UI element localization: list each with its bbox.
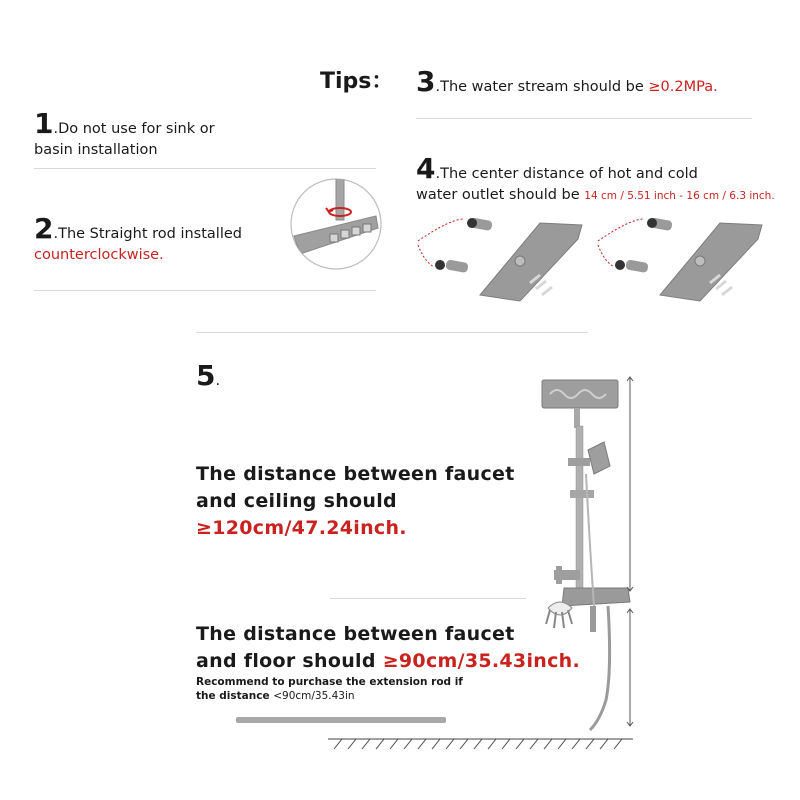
tip-2-line2: counterclockwise.: [34, 247, 164, 263]
tip-3: [416, 65, 718, 98]
tip-1-line2: basin installation: [34, 142, 158, 158]
ceiling-line2: and ceiling should: [196, 490, 397, 512]
tips-title: Tips：: [320, 69, 394, 94]
extension-note-line2-a: the distance: [196, 690, 274, 702]
divider: [34, 168, 376, 169]
floor-line2: and floor should: [196, 650, 383, 672]
divider: [330, 598, 526, 599]
tip-4-line1: .The center distance of hot and cold: [435, 166, 698, 182]
tip-4-number: 4: [416, 152, 436, 185]
tip-2-number: 2: [34, 212, 54, 245]
extension-note-line2-b: <90cm/35.43in: [273, 690, 355, 702]
tip-2: [34, 212, 242, 265]
shower-system-illustration: [520, 370, 720, 770]
tip-2-line1: .The Straight rod installed: [53, 226, 242, 242]
ceiling-line1: The distance between faucet: [196, 463, 515, 485]
divider: [196, 332, 588, 333]
tip-5-digit: 5: [196, 359, 216, 392]
tip-3-text: .The water stream should be: [435, 79, 649, 95]
tip-3-number: 3: [416, 65, 436, 98]
ceiling-value: ≥120cm/47.24inch.: [196, 517, 407, 539]
rod-rotation-illustration: [286, 178, 386, 278]
tip-1-number: 1: [34, 107, 54, 140]
tip-1-line1: .Do not use for sink or: [53, 121, 215, 137]
tip-4-value: 14 cm / 5.51 inch - 16 cm / 6.3 inch.: [584, 190, 775, 202]
divider: [34, 290, 376, 291]
tip-4: [416, 152, 775, 205]
divider: [416, 118, 752, 119]
extension-note-line1: Recommend to purchase the extension rod if: [196, 676, 463, 688]
tip-3-value: ≥0.2MPa.: [648, 79, 718, 95]
tip-5-number: [196, 359, 221, 392]
extension-rod-bar: [236, 717, 446, 723]
tip-5-dot: .: [215, 373, 221, 389]
floor-value: ≥90cm/35.43inch.: [382, 650, 580, 672]
outlet-distance-illustration-left: [410, 205, 580, 315]
floor-hatch: [328, 737, 638, 751]
tip-4-line2: water outlet should be: [416, 187, 585, 203]
tip-1: [34, 107, 215, 160]
outlet-distance-illustration-right: [590, 205, 760, 315]
floor-line1: The distance between faucet: [196, 623, 515, 645]
ceiling-distance-block: [196, 461, 515, 542]
